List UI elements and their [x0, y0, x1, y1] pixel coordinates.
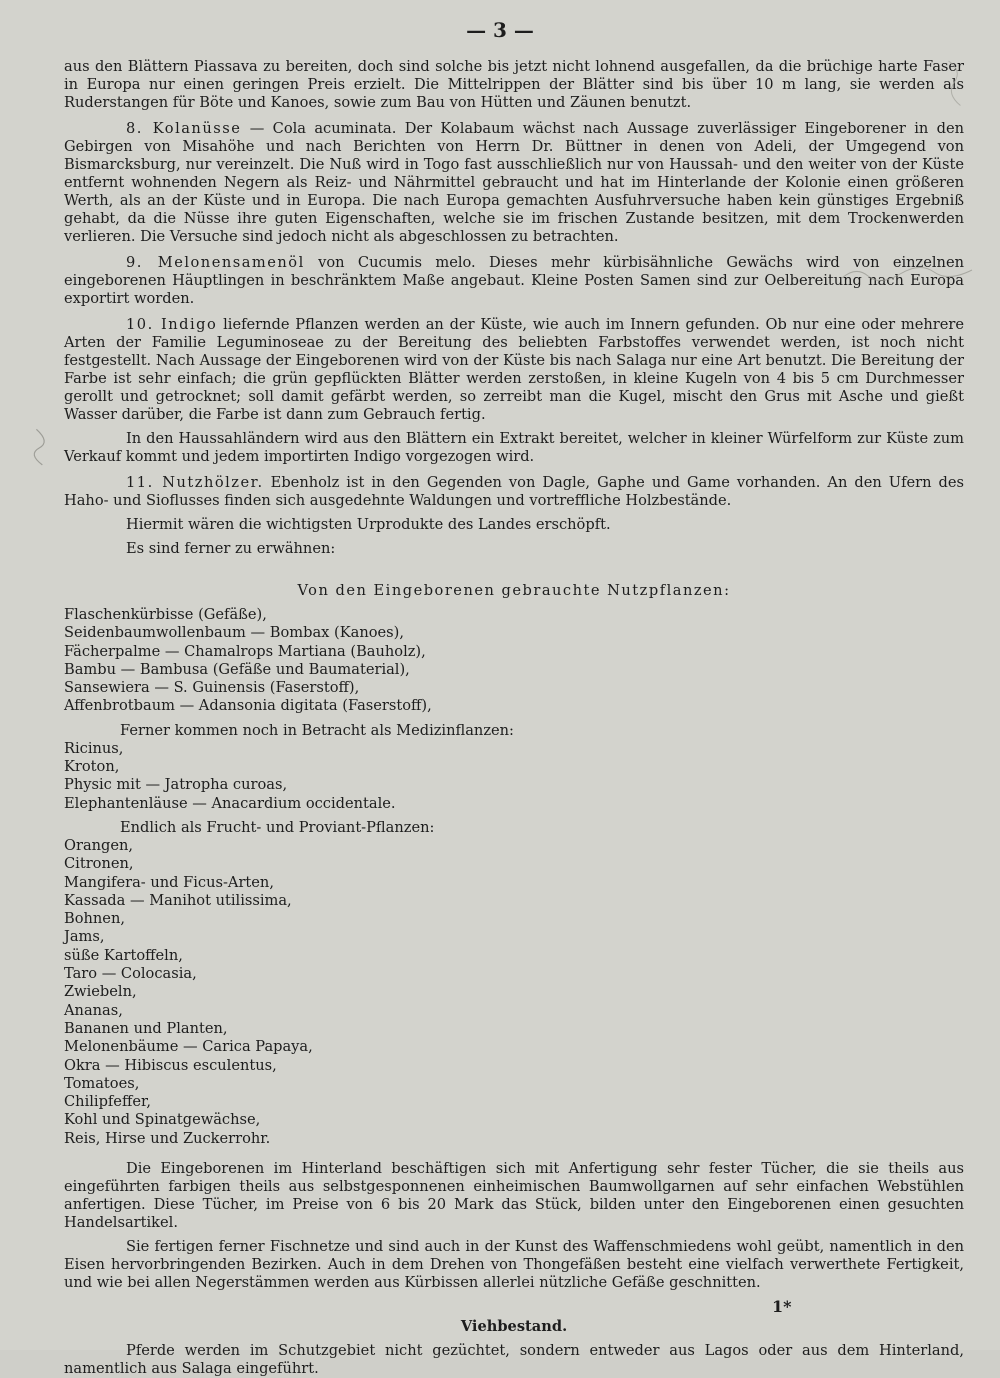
- document-body: [64, 58, 964, 1378]
- signature-mark: 1*: [772, 1297, 792, 1316]
- list-item: Taro — Colocasia,: [64, 965, 197, 983]
- paragraph-indigo: [64, 316, 964, 424]
- list-item: Mangifera- und Ficus-Arten,: [64, 873, 274, 891]
- list-item: Citronen,: [64, 855, 134, 873]
- item-body-kolanuesse: — Cola acuminata. Der Kolabaum wächst nach Aussage zuverlässiger Eingeborener in den Gebirgen von Misahöhe und nach Berichten von Herrn Dr. Büttner in denen von Adeli, der Umgegend von Bismarcksburg, nur vereinzelt. Die Nuß wird in Togo fast ausschließlich nur von Haussah- und den weiter von der Küste entfernt wohnenden Negern als Reiz- und Nährmittel gebraucht und hat im Hinterlande der Kolonie einen größeren Werth, als an der Küste und in Europa. Die nach Europa gemachten Ausfuhrversuche haben kein günstiges Ergebniß gehabt, da die Nüsse ihre guten Eigenschaften, welche sie im frischen Zustande besitzen, mit dem Trockenwerden verlieren. Die Versuche sind jedoch nicht als abgeschlossen zu betrachten.: [64, 120, 964, 245]
- item-body-melonensamenoel: von Cucumis melo. Dieses mehr kürbisähnliche Gewächs wird von einzelnen eingeborenen Häuptlingen in beschränktem Maße angebaut. Kleine Posten Samen sind zur Oelbereitung nach Europa exportirt worden.: [64, 254, 964, 307]
- list-item: Sansewiera — S. Guinensis (Faserstoff),: [64, 679, 360, 697]
- section-title-nutzpflanzen: Von den Eingeborenen gebrauchte Nutzpflanzen:: [297, 582, 731, 599]
- list-item: Seidenbaumwollenbaum — Bombax (Kanoes),: [64, 624, 404, 642]
- paragraph-ferner: Es sind ferner zu erwähnen:: [126, 540, 336, 557]
- paragraph-melonensamenoel: [64, 254, 964, 308]
- paragraph-urprodukte: Hiermit wären die wichtigsten Urprodukte des Landes erschöpft.: [126, 516, 611, 533]
- paragraph-pferde: Pferde werden im Schutzgebiet nicht gezüchtet, sondern entweder aus Lagos oder aus dem Hinterland, namentlich aus Salaga eingeführt.: [64, 1342, 964, 1378]
- list-nutzpflanzen: [64, 606, 964, 716]
- list-item: Ricinus,: [64, 739, 124, 757]
- paragraph-nutzhoelzer: [64, 474, 964, 510]
- list-item: Zwiebeln,: [64, 983, 137, 1001]
- paragraph-piassava: aus den Blättern Piassava zu bereiten, doch sind solche bis jetzt nicht lohnend ausgefallen, da die brüchige harte Faser in Europa nur einen geringen Preis erzielt. Die Mittelrippen der Blätter sind bis über 10 m lang, sie werden als Ruderstangen für Böte und Kanoes, sowie zum Bau von Hütten und Zäunen benutzt.: [64, 58, 964, 111]
- item-title-indigo: 10. Indigo: [126, 316, 218, 333]
- list-item: Orangen,: [64, 836, 134, 854]
- paragraph-indigo-extrakt: In den Haussahländern wird aus den Blättern ein Extrakt bereitet, welcher in kleiner Würfelform zur Küste zum Verkauf kommt und jedem importirten Indigo vorgezogen wird.: [64, 430, 964, 465]
- section-title-viehbestand: Viehbestand.: [460, 1318, 568, 1336]
- item-title-kolanuesse: 8. Kolanüsse: [126, 120, 242, 137]
- list-item: Physic mit — Jatropha curoas,: [64, 776, 288, 794]
- list-item: Melonenbäume — Carica Papaya,: [64, 1038, 313, 1056]
- pencil-annotation-icon: [838, 262, 978, 289]
- list-item: Kroton,: [64, 758, 120, 776]
- item-body-indigo: liefernde Pflanzen werden an der Küste, wie auch im Innern gefunden. Ob nur eine oder mehrere Arten der Familie Leguminoseae zu der Bereitung des beliebten Farbstoffes verwendet werden, ist noch nicht festgestellt. Nach Aussage der Eingeborenen wird von der Küste bis nach Salaga nur eine Art benutzt. Die Bereitung der Farbe ist sehr einfach; die grün gepflückten Blätter werden zerstoßen, in kleine Kugeln von 4 bis 5 cm Durchmesser gerollt und getrocknet; soll damit gefärbt werden, so zerreibt man die Kugel, mischt den Grus mit Asche und gießt Wasser darüber, die Farbe ist dann zum Gebrauch fertig.: [64, 316, 964, 423]
- section-title-fruchtpflanzen: Endlich als Frucht- und Proviant-Pflanzen:: [120, 818, 435, 836]
- list-item: Bambu — Bambusa (Gefäße und Baumaterial),: [64, 660, 410, 678]
- list-item: Ananas,: [64, 1001, 123, 1019]
- list-item: Flaschenkürbisse (Gefäße),: [64, 606, 267, 623]
- section-title-medizinpflanzen: Ferner kommen noch in Betracht als Medizinflanzen:: [120, 721, 514, 739]
- list-item: Kassada — Manihot utilissima,: [64, 891, 292, 909]
- paragraph-tuecher: Die Eingeborenen im Hinterland beschäftigen sich mit Anfertigung sehr fester Tücher, die sie theils aus eingeführten farbigen theils aus selbstgesponnenen einheimischen Baumwollgarnen auf sehr einfachen Webstühlen anfertigen. Diese Tücher, im Preise von 6 bis 20 Mark das Stück, bilden unter den Eingeborenen einen gesuchten Handelsartikel.: [64, 1160, 964, 1232]
- list-item: Bananen und Planten,: [64, 1019, 228, 1037]
- paragraph-fischnetze: Sie fertigen ferner Fischnetze und sind auch in der Kunst des Waffenschmiedens wohl geübt, namentlich in den Eisen hervorbringenden Bezirken. Auch in dem Drehen von Thongefäßen besteht eine vielfach verwerthete Fertigkeit, und wie bei allen Negerstämmen werden aus Kürbissen allerlei nützliche Gefäße geschnitten.: [64, 1238, 964, 1292]
- item-title-nutzhoelzer: 11. Nutzhölzer.: [126, 474, 264, 491]
- list-item: Fächerpalme — Chamalrops Martiana (Bauholz),: [64, 642, 426, 660]
- list-item: Bohnen,: [64, 910, 125, 928]
- pencil-mark-icon: [22, 424, 61, 469]
- page-number: — 3 —: [466, 18, 534, 42]
- list-item: Kohl und Spinatgewächse,: [64, 1111, 261, 1129]
- item-title-melonensamenoel: 9. Melonensamenöl: [126, 254, 305, 271]
- list-item: Okra — Hibiscus esculentus,: [64, 1056, 277, 1074]
- list-item: Reis, Hirse und Zuckerrohr.: [64, 1129, 271, 1147]
- list-item: Chilipfeffer,: [64, 1093, 151, 1111]
- paragraph-kolanuesse: [64, 120, 964, 246]
- list-item: Jams,: [64, 928, 105, 946]
- list-item: Elephantenläuse — Anacardium occidentale.: [64, 794, 396, 812]
- list-item: Affenbrotbaum — Adansonia digitata (Faserstoff),: [64, 697, 432, 715]
- list-fruchtpflanzen: [64, 837, 964, 1148]
- list-medizinpflanzen: [64, 740, 964, 813]
- item-body-nutzhoelzer: Ebenholz ist in den Gegenden von Dagle, Gaphe und Game vorhanden. An den Ufern des Haho- und Sioflusses finden sich ausgedehnte Waldungen und vortreffliche Holzbestände.: [64, 474, 965, 509]
- list-item: süße Kartoffeln,: [64, 946, 183, 964]
- list-item: Tomatoes,: [64, 1074, 140, 1092]
